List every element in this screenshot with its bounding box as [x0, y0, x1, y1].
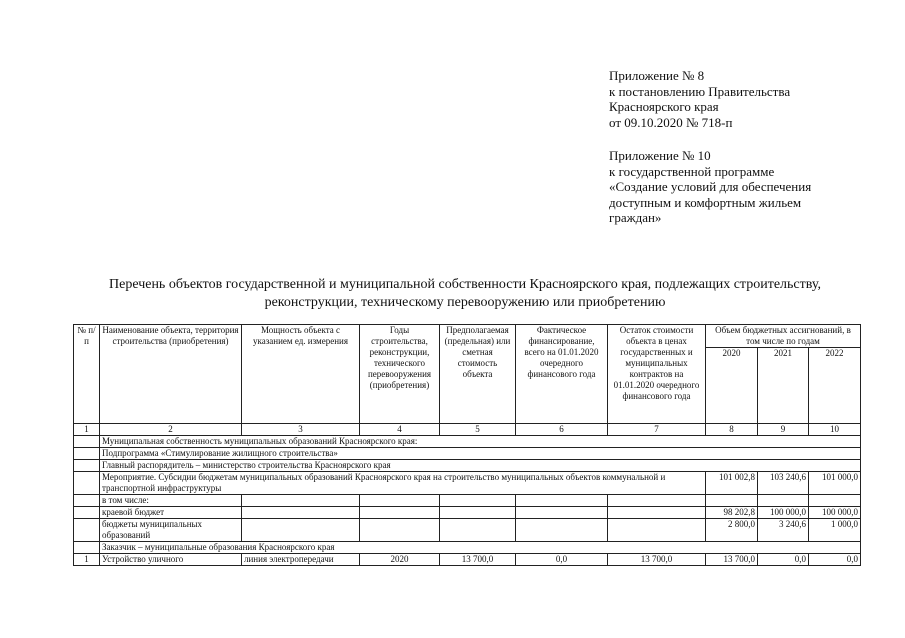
column-numbers-row — [74, 424, 861, 436]
col-number: 6 — [516, 424, 608, 436]
appendix-10-line-3: «Создание условий для обеспечения — [609, 179, 812, 194]
item-name: Устройство уличного — [100, 554, 242, 566]
measure-2022: 101 000,0 — [809, 472, 861, 495]
objects-table — [73, 324, 861, 566]
item-cost: 13 700,0 — [440, 554, 516, 566]
col-number: 8 — [706, 424, 758, 436]
municipal-2022: 1 000,0 — [809, 519, 861, 542]
header-cost: Предполагаемая (предельная) или сметная стоимость объекта — [440, 325, 516, 424]
measure-description: Мероприятие. Субсидии бюджетам муниципальных образований Красноярского края на строительство муниципальных объектов коммунальной и транспортной инфраструктуры — [100, 472, 706, 495]
appendix-10-line-4: доступным и комфортным жильем — [609, 194, 802, 210]
header-budget-group: Объем бюджетных ассигнований, в том числе по годам — [706, 325, 861, 348]
header-funded: Фактическое финансирование, всего на 01.01.2020 очередного финансового года — [516, 325, 608, 424]
appendix-8-line-4: от 09.10.2020 № 718-п — [609, 114, 733, 130]
header-capacity: Мощность объекта с указанием ед. измерения — [242, 325, 360, 424]
item-years: 2020 — [360, 554, 440, 566]
title-line-2: реконструкции, техническому перевооружению или приобретению — [264, 295, 666, 310]
regional-budget-row — [74, 507, 861, 519]
appendix-8-line-2: к постановлению Правительства — [609, 83, 791, 99]
item-num: 1 — [74, 554, 100, 566]
municipal-2021: 3 240,6 — [758, 519, 809, 542]
item-capacity: линия электропередачи — [242, 554, 360, 566]
incl-label: в том числе: — [100, 495, 242, 507]
col-number: 4 — [360, 424, 440, 436]
appendix-10-line-2: к государственной программе — [609, 163, 775, 179]
header-year-2021: 2021 — [758, 348, 809, 424]
section-row — [74, 436, 861, 448]
col-number: 5 — [440, 424, 516, 436]
section-municipal-property: Муниципальная собственность муниципальных образований Красноярского края: — [100, 436, 861, 448]
header-num: № п/п — [74, 325, 100, 424]
municipal-budget-label: бюджеты муниципальных образований — [100, 519, 242, 542]
regional-2021: 100 000,0 — [758, 507, 809, 519]
header-year-2022: 2022 — [809, 348, 861, 424]
appendix-8-block — [609, 68, 889, 226]
section-row — [74, 460, 861, 472]
col-number: 2 — [100, 424, 242, 436]
item-row — [74, 554, 861, 566]
col-number: 9 — [758, 424, 809, 436]
appendix-10-line-1: Приложение № 10 — [609, 148, 711, 163]
col-number: 7 — [608, 424, 706, 436]
municipal-2020: 2 800,0 — [706, 519, 758, 542]
appendix-10-line-5: граждан» — [609, 210, 662, 225]
customer-row — [74, 542, 861, 554]
col-number: 1 — [74, 424, 100, 436]
item-2022: 0,0 — [809, 554, 861, 566]
item-remain: 13 700,0 — [608, 554, 706, 566]
col-number: 10 — [809, 424, 861, 436]
measure-2021: 103 240,6 — [758, 472, 809, 495]
header-name: Наименование объекта, территория строительства (приобретения) — [100, 325, 242, 424]
header-remain: Остаток стоимости объекта в ценах государственных и муниципальных контрактов на 01.01.2020 очередного финансового года — [608, 325, 706, 424]
measure-row — [74, 472, 861, 495]
regional-2022: 100 000,0 — [809, 507, 861, 519]
measure-2020: 101 002,8 — [706, 472, 758, 495]
item-funded: 0,0 — [516, 554, 608, 566]
title-line-1: Перечень объектов государственной и муниципальной собственности Красноярского края, подлежащих строительству, — [109, 277, 821, 292]
regional-budget-label: краевой бюджет — [100, 507, 242, 519]
appendix-8-line-3: Красноярского края — [609, 99, 719, 114]
col-number: 3 — [242, 424, 360, 436]
regional-2020: 98 202,8 — [706, 507, 758, 519]
incl-row — [74, 495, 861, 507]
item-2021: 0,0 — [758, 554, 809, 566]
customer-label: Заказчик – муниципальные образования Красноярского края — [100, 542, 861, 554]
section-chief-manager: Главный распорядитель – министерство строительства Красноярского края — [100, 460, 861, 472]
item-2020: 13 700,0 — [706, 554, 758, 566]
header-year-2020: 2020 — [706, 348, 758, 424]
header-years: Годы строительства, реконструкции, технического перевооружения (приобретения) — [360, 325, 440, 424]
appendix-8-line-1: Приложение № 8 — [609, 68, 705, 83]
section-subprogram: Подпрограмма «Стимулирование жилищного строительства» — [100, 448, 861, 460]
municipal-budget-row — [74, 519, 861, 542]
document-title — [60, 276, 870, 312]
section-row — [74, 448, 861, 460]
